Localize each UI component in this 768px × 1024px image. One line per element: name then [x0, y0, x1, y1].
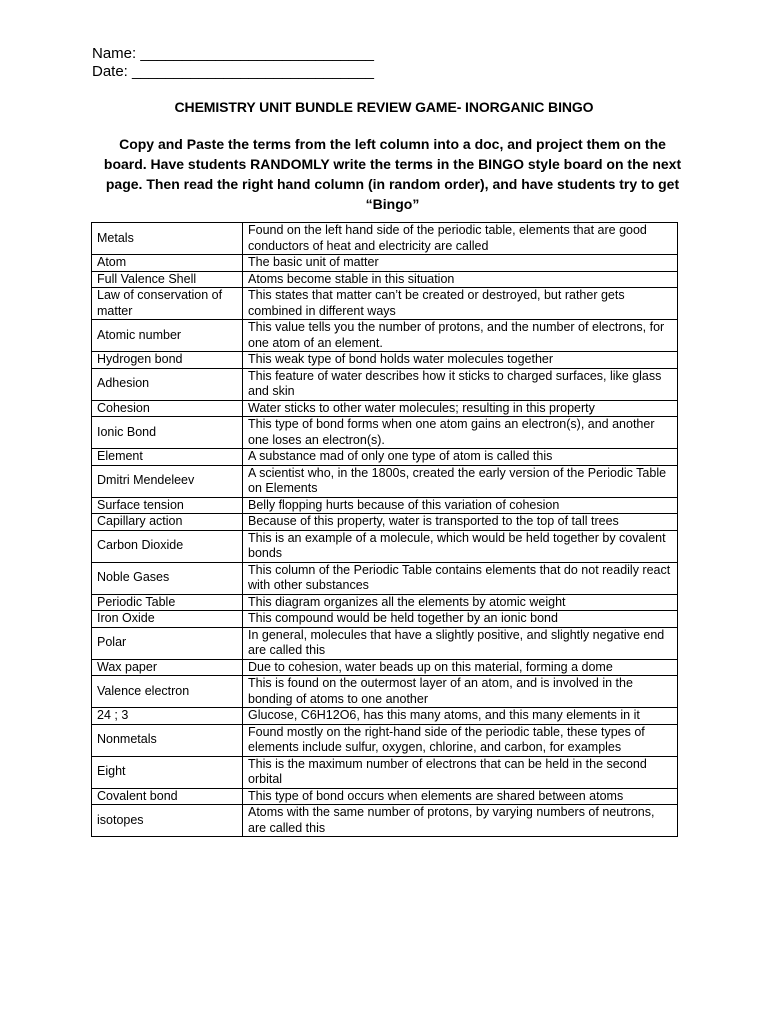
- table-row: [92, 400, 678, 417]
- table-row: [92, 676, 678, 708]
- definition-cell: This is found on the outermost layer of an atom, and is involved in the bonding of atoms to one another: [243, 676, 678, 708]
- table-row: [92, 255, 678, 272]
- definition-cell: This type of bond occurs when elements are shared between atoms: [243, 788, 678, 805]
- term-cell: Cohesion: [92, 400, 243, 417]
- table-row: [92, 756, 678, 788]
- term-cell: Covalent bond: [92, 788, 243, 805]
- definition-cell: The basic unit of matter: [243, 255, 678, 272]
- term-cell: Full Valence Shell: [92, 271, 243, 288]
- definition-cell: This feature of water describes how it sticks to charged surfaces, like glass and skin: [243, 368, 678, 400]
- definition-cell: Found on the left hand side of the periodic table, elements that are good conductors of heat and electricity are called: [243, 223, 678, 255]
- term-cell: Atomic number: [92, 320, 243, 352]
- definition-cell: Glucose, C6H12O6, has this many atoms, and this many elements in it: [243, 708, 678, 725]
- terms-table-body: [92, 223, 678, 837]
- term-cell: Element: [92, 449, 243, 466]
- definition-cell: In general, molecules that have a slightly positive, and slightly negative end are called this: [243, 627, 678, 659]
- definition-cell: This is the maximum number of electrons that can be held in the second orbital: [243, 756, 678, 788]
- table-row: [92, 611, 678, 628]
- term-cell: Dmitri Mendeleev: [92, 465, 243, 497]
- term-cell: Eight: [92, 756, 243, 788]
- student-info-header: [92, 45, 374, 81]
- name-line: Name: ____________________________: [92, 45, 374, 62]
- table-row: [92, 368, 678, 400]
- definition-cell: A substance mad of only one type of atom is called this: [243, 449, 678, 466]
- table-row: [92, 788, 678, 805]
- terms-table: [91, 222, 678, 837]
- term-cell: Polar: [92, 627, 243, 659]
- instructions: Copy and Paste the terms from the left column into a doc, and project them on the board. Have students RANDOMLY write the terms in the BINGO style board on the next page. Then read the right hand column (in random order), and have students try to get “Bingo”: [103, 136, 682, 212]
- definition-cell: Found mostly on the right-hand side of the periodic table, these types of elements include sulfur, oxygen, chlorine, and carbon, for examples: [243, 724, 678, 756]
- table-row: [92, 627, 678, 659]
- table-row: [92, 352, 678, 369]
- definition-cell: Belly flopping hurts because of this variation of cohesion: [243, 497, 678, 514]
- term-cell: Atom: [92, 255, 243, 272]
- definition-cell: Water sticks to other water molecules; resulting in this property: [243, 400, 678, 417]
- definition-cell: This states that matter can’t be created or destroyed, but rather gets combined in different ways: [243, 288, 678, 320]
- term-cell: Periodic Table: [92, 594, 243, 611]
- table-row: [92, 497, 678, 514]
- table-row: [92, 465, 678, 497]
- table-row: [92, 514, 678, 531]
- definition-cell: This type of bond forms when one atom gains an electron(s), and another one loses an electron(s).: [243, 417, 678, 449]
- table-row: [92, 724, 678, 756]
- table-row: [92, 659, 678, 676]
- definition-cell: Atoms with the same number of protons, by varying numbers of neutrons, are called this: [243, 805, 678, 837]
- table-row: [92, 417, 678, 449]
- term-cell: Wax paper: [92, 659, 243, 676]
- table-row: [92, 449, 678, 466]
- table-row: [92, 805, 678, 837]
- table-row: [92, 562, 678, 594]
- table-row: [92, 320, 678, 352]
- table-row: [92, 271, 678, 288]
- term-cell: Nonmetals: [92, 724, 243, 756]
- table-row: [92, 594, 678, 611]
- definition-cell: Because of this property, water is transported to the top of tall trees: [243, 514, 678, 531]
- table-row: [92, 708, 678, 725]
- definition-cell: This weak type of bond holds water molecules together: [243, 352, 678, 369]
- table-row: [92, 530, 678, 562]
- definition-cell: This is an example of a molecule, which would be held together by covalent bonds: [243, 530, 678, 562]
- page-title: CHEMISTRY UNIT BUNDLE REVIEW GAME- INORGANIC BINGO: [174, 99, 594, 115]
- definition-cell: This diagram organizes all the elements by atomic weight: [243, 594, 678, 611]
- definition-cell: Atoms become stable in this situation: [243, 271, 678, 288]
- term-cell: Adhesion: [92, 368, 243, 400]
- table-row: [92, 288, 678, 320]
- term-cell: Metals: [92, 223, 243, 255]
- table-row: [92, 223, 678, 255]
- term-cell: Capillary action: [92, 514, 243, 531]
- term-cell: 24 ; 3: [92, 708, 243, 725]
- term-cell: Hydrogen bond: [92, 352, 243, 369]
- term-cell: Carbon Dioxide: [92, 530, 243, 562]
- term-cell: Law of conservation of matter: [92, 288, 243, 320]
- definition-cell: This value tells you the number of protons, and the number of electrons, for one atom of an element.: [243, 320, 678, 352]
- term-cell: Iron Oxide: [92, 611, 243, 628]
- definition-cell: Due to cohesion, water beads up on this material, forming a dome: [243, 659, 678, 676]
- definition-cell: This compound would be held together by an ionic bond: [243, 611, 678, 628]
- definition-cell: A scientist who, in the 1800s, created the early version of the Periodic Table on Elements: [243, 465, 678, 497]
- date-line: Date: _____________________________: [92, 63, 374, 80]
- term-cell: isotopes: [92, 805, 243, 837]
- term-cell: Valence electron: [92, 676, 243, 708]
- term-cell: Ionic Bond: [92, 417, 243, 449]
- definition-cell: This column of the Periodic Table contains elements that do not readily react with other substances: [243, 562, 678, 594]
- term-cell: Noble Gases: [92, 562, 243, 594]
- term-cell: Surface tension: [92, 497, 243, 514]
